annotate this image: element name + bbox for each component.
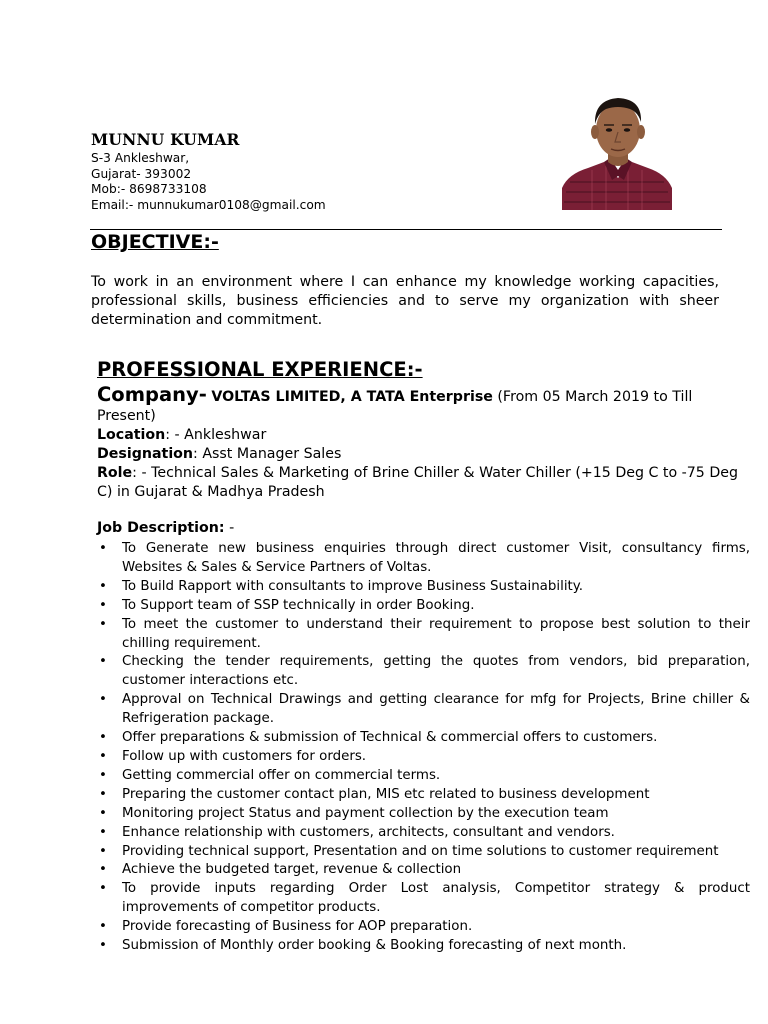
company-period: (From 05 March 2019 to Till Present) [97,389,693,424]
person-portrait-icon [562,90,672,210]
email-address: Email:- munnukumar0108@gmail.com [91,197,326,212]
list-item: • Approval on Technical Drawings and getting clearance for mfg for Projects, Brine chiller & Refrigeration package. [97,691,750,729]
contact-block [91,151,326,213]
list-item: • Enhance relationship with customers, architects, consultant and vendors. [97,824,750,843]
list-item: • Follow up with customers for orders. [97,748,750,767]
experience-heading: PROFESSIONAL EXPERIENCE:- [97,358,423,381]
list-item: • Providing technical support, Presentation and on time solutions to customer requirement [97,843,750,862]
job-description-suffix: - [224,520,235,536]
objective-text: To work in an environment where I can enhance my knowledge working capacities, professional skills, business efficiencies and to serve my organization with sheer determination and commitment. [91,274,719,328]
job-description-list [97,540,750,956]
profile-photo [562,90,672,210]
list-item: • To Build Rapport with consultants to improve Business Sustainability. [97,578,750,597]
role-label: Role [97,465,133,481]
list-item: • Preparing the customer contact plan, MIS etc related to business development [97,786,750,805]
company-name: VOLTAS LIMITED, A TATA Enterprise [211,389,493,405]
mobile-number: Mob:- 8698733108 [91,182,207,197]
designation-value: : Asst Manager Sales [193,446,342,462]
list-item: • Achieve the budgeted target, revenue & collection [97,861,750,880]
list-item: • Submission of Monthly order booking & Booking forecasting of next month. [97,937,750,956]
objective-heading: OBJECTIVE:- [91,231,219,253]
company-line [97,385,752,426]
location-label: Location [97,427,166,443]
header-divider [90,229,722,230]
list-item: • Checking the tender requirements, getting the quotes from vendors, bid preparation, customer interactions etc. [97,653,750,691]
location-value: : - Ankleshwar [165,427,267,443]
candidate-name: MUNNU KUMAR [91,130,240,149]
list-item: • To meet the customer to understand their requirement to propose best solution to their chilling requirement. [97,616,750,654]
role-line [97,464,757,502]
designation-line [97,445,757,464]
list-item: • Getting commercial offer on commercial terms. [97,767,750,786]
job-description-label: Job Description: [97,520,225,536]
list-item: • To Generate new business enquiries through direct customer Visit, consultancy firms, Websites & Sales & Service Partners of Voltas. [97,540,750,578]
designation-label: Designation [97,446,194,462]
list-item: • Provide forecasting of Business for AOP preparation. [97,918,750,937]
role-value: : - Technical Sales & Marketing of Brine Chiller & Water Chiller (+15 Deg C to -75 Deg C) in Gujarat & Madhya Pradesh [97,465,739,500]
address-line-2: Gujarat- 393002 [91,166,192,181]
location-line [97,426,757,445]
company-label: Company- [97,383,207,406]
list-item: • Monitoring project Status and payment collection by the execution team [97,805,750,824]
list-item: • To provide inputs regarding Order Lost analysis, Competitor strategy & product improvements of competitor products. [97,880,750,918]
list-item: • Offer preparations & submission of Technical & commercial offers to customers. [97,729,750,748]
job-description-heading [97,520,234,536]
list-item: • To Support team of SSP technically in order Booking. [97,597,750,616]
address-line-1: S-3 Ankleshwar, [91,151,190,165]
